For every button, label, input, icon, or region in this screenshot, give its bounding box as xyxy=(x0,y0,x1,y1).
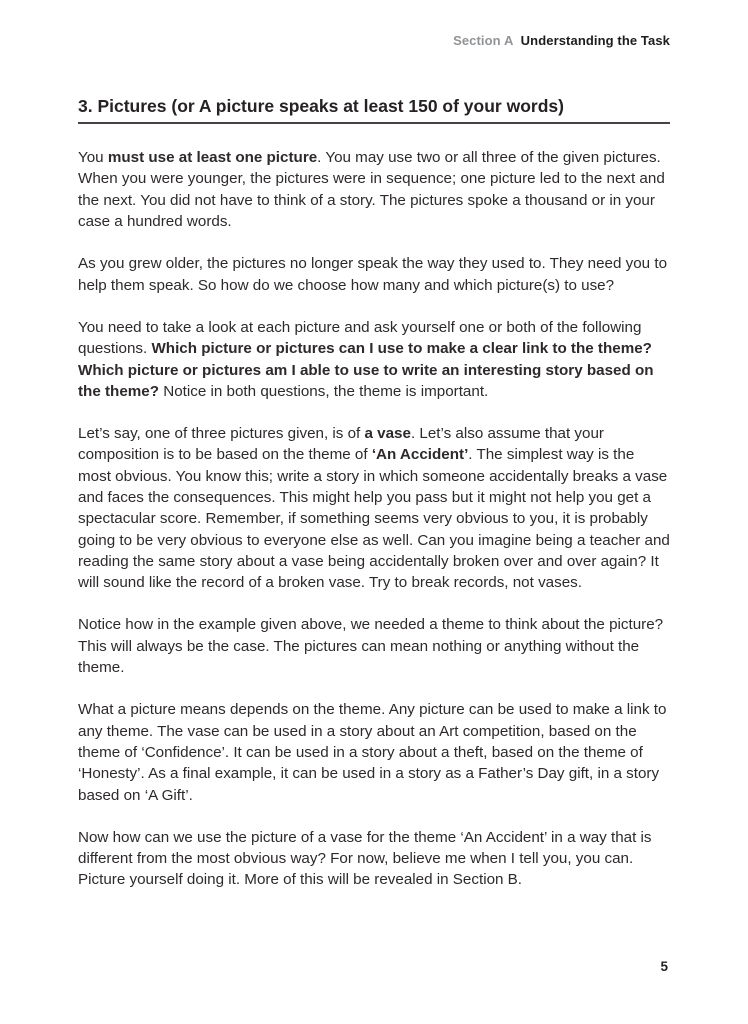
paragraph: Let’s say, one of three pictures given, is of a vase. Let’s also assume that your composition is to be based on the theme of ‘An Accident’. The simplest way is the most obvious. You know this; write a story in which someone accidentally breaks a vase and faces the consequences. This might help you pass but it might not help you get a spectacular score. Remember, if something seems very obvious to you, it is probably going to be very obvious to everyone else as well. Can you imagine being a teacher and reading the same story about a vase being accidentally broken over and over again? It will sound like the record of a broken vase. Try to break records, not vases. xyxy=(78,425,670,592)
paragraph: You need to take a look at each picture and ask yourself one or both of the following questions. Which picture or pictures can I use to make a clear link to the theme? Which picture or pictures am I able to use to write an interesting story based on the theme? Notice in both questions, the theme is important. xyxy=(78,318,654,400)
chapter-heading: 3. Pictures (or A picture speaks at least 150 of your words) xyxy=(78,96,670,124)
page-number: 5 xyxy=(660,959,668,974)
paragraph: As you grew older, the pictures no longer speak the way they used to. They need you to help them speak. So how do we choose how many and which picture(s) to use? xyxy=(78,255,668,294)
paragraph: Notice how in the example given above, we needed a theme to think about the picture? This will always be the case. The pictures can mean nothing or anything without the theme. xyxy=(78,616,664,677)
paragraph: You must use at least one picture. You may use two or all three of the given pictures. When you were younger, the pictures were in sequence; one picture led to the next and the next. You did not have to think of a story. The pictures spoke a thousand or in your case a hundred words. xyxy=(78,149,665,231)
paragraph: What a picture means depends on the theme. Any picture can be used to make a link to any theme. The vase can be used in a story about an Art competition, based on the theme of ‘Confidence’. It can be used in a story about a theft, based on the theme of ‘Honesty’. As a final example, it can be used in a story as a Father’s Day gift, in a story based on ‘A Gift’. xyxy=(78,701,667,804)
section-label: Section A xyxy=(453,33,513,48)
page-content xyxy=(78,0,670,891)
paragraph: Now how can we use the picture of a vase for the theme ‘An Accident’ in a way that is different from the most obvious way? For now, believe me when I tell you, you can. Picture yourself doing it. More of this will be revealed in Section B. xyxy=(78,828,652,889)
section-title: Understanding the Task xyxy=(520,33,670,48)
body-text xyxy=(78,147,670,891)
running-header xyxy=(78,0,670,49)
